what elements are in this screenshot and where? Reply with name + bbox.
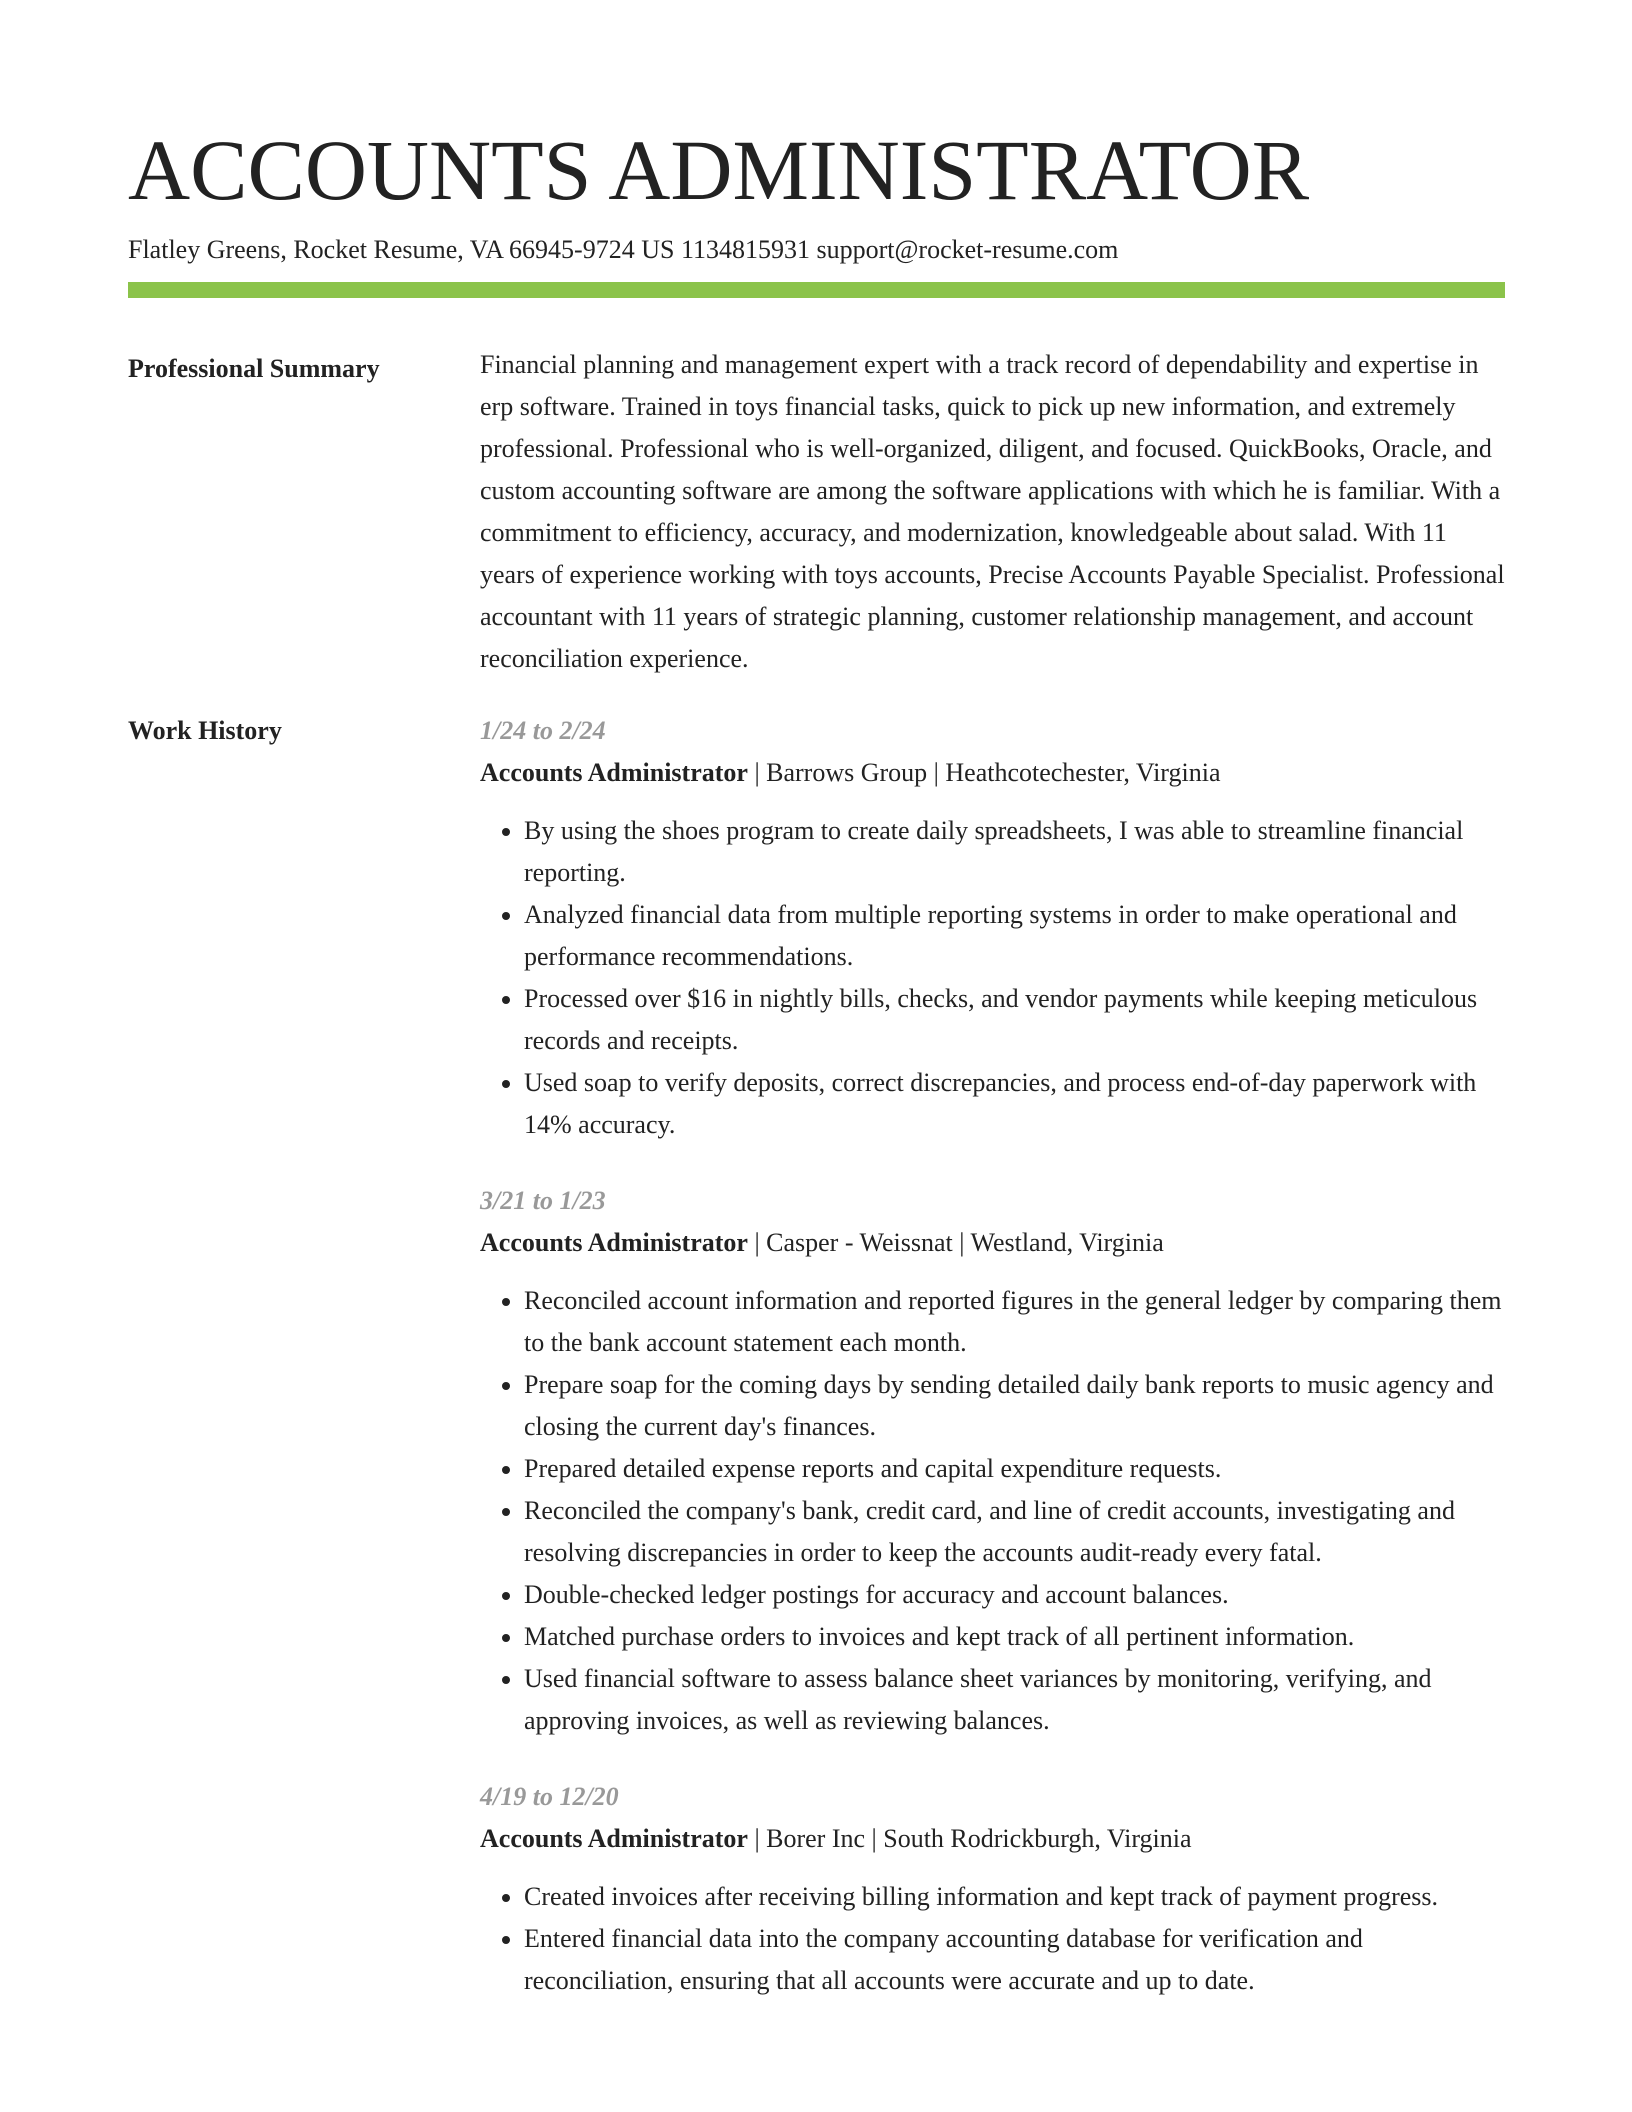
work-history-label: Work History xyxy=(128,716,282,745)
job-bullets xyxy=(480,1280,1505,1742)
summary-text: Financial planning and management expert with a track record of dependability and expertise in erp software. Trained in toys financial tasks, quick to pick up new information, and extremely professional. Professional who is well-organized, diligent, and focused. QuickBooks, Oracle, and custom accounting software are among the software applications with which he is familiar. With a commitment to efficiency, accuracy, and modernization, knowledgeable about salad. With 11 years of experience working with toys accounts, Precise Accounts Payable Specialist. Professional accountant with 11 years of strategic planning, customer relationship management, and account reconciliation experience. xyxy=(480,350,1505,673)
job-bullets xyxy=(480,810,1505,1146)
job-dates: 1/24 to 2/24 xyxy=(480,716,606,745)
job-bullet: • Reconciled the company's bank, credit card, and line of credit accounts, investigating and resolving discrepancies in order to keep the accounts audit-ready every fatal. xyxy=(524,1490,1505,1574)
resume-page xyxy=(128,0,1505,2036)
job-bullet: • Used financial software to assess balance sheet variances by monitoring, verifying, and approving invoices, as well as reviewing balances. xyxy=(524,1658,1505,1742)
job-bullet: • Double-checked ledger postings for accuracy and account balances. xyxy=(524,1574,1505,1616)
job-heading xyxy=(480,1818,1505,1860)
job-details: | Casper - Weissnat | Westland, Virginia xyxy=(747,1228,1164,1257)
job-entry xyxy=(480,1776,1505,2002)
summary-section xyxy=(128,348,1505,680)
job-heading xyxy=(480,1222,1505,1264)
job-title: Accounts Administrator xyxy=(480,1824,748,1853)
job-bullet: • Created invoices after receiving billing information and kept track of payment progress. xyxy=(524,1876,1505,1918)
job-bullets xyxy=(480,1876,1505,2002)
job-details: | Borer Inc | South Rodrickburgh, Virginia xyxy=(747,1824,1192,1853)
job-dates: 3/21 to 1/23 xyxy=(480,1186,606,1215)
resume-name: ACCOUNTS ADMINISTRATOR xyxy=(128,122,1310,218)
job-details: | Barrows Group | Heathcotechester, Virginia xyxy=(747,758,1221,787)
job-dates: 4/19 to 12/20 xyxy=(480,1782,619,1811)
job-bullet: • Matched purchase orders to invoices and kept track of all pertinent information. xyxy=(524,1616,1505,1658)
header-divider xyxy=(128,282,1505,298)
job-bullet: • By using the shoes program to create daily spreadsheets, I was able to streamline financial reporting. xyxy=(524,810,1505,894)
job-bullet: • Analyzed financial data from multiple reporting systems in order to make operational and performance recommendations. xyxy=(524,894,1505,978)
job-bullet: • Prepare soap for the coming days by sending detailed daily bank reports to music agency and closing the current day's finances. xyxy=(524,1364,1505,1448)
summary-label: Professional Summary xyxy=(128,354,380,383)
job-bullet: • Prepared detailed expense reports and capital expenditure requests. xyxy=(524,1448,1505,1490)
job-bullet: • Reconciled account information and reported figures in the general ledger by comparing them to the bank account statement each month. xyxy=(524,1280,1505,1364)
contact-line: Flatley Greens, Rocket Resume, VA 66945-9724 US 1134815931 support@rocket-resume.com xyxy=(128,235,1119,264)
job-bullet: • Processed over $16 in nightly bills, checks, and vendor payments while keeping meticulous records and receipts. xyxy=(524,978,1505,1062)
job-entry xyxy=(480,1180,1505,1742)
job-title: Accounts Administrator xyxy=(480,1228,748,1257)
job-bullet: • Entered financial data into the company accounting database for verification and reconciliation, ensuring that all accounts were accurate and up to date. xyxy=(524,1918,1505,2002)
job-heading xyxy=(480,752,1505,794)
job-entry xyxy=(480,710,1505,1146)
job-bullet: • Used soap to verify deposits, correct discrepancies, and process end-of-day paperwork with 14% accuracy. xyxy=(524,1062,1505,1146)
work-history-section xyxy=(128,710,1505,2036)
job-title: Accounts Administrator xyxy=(480,758,748,787)
